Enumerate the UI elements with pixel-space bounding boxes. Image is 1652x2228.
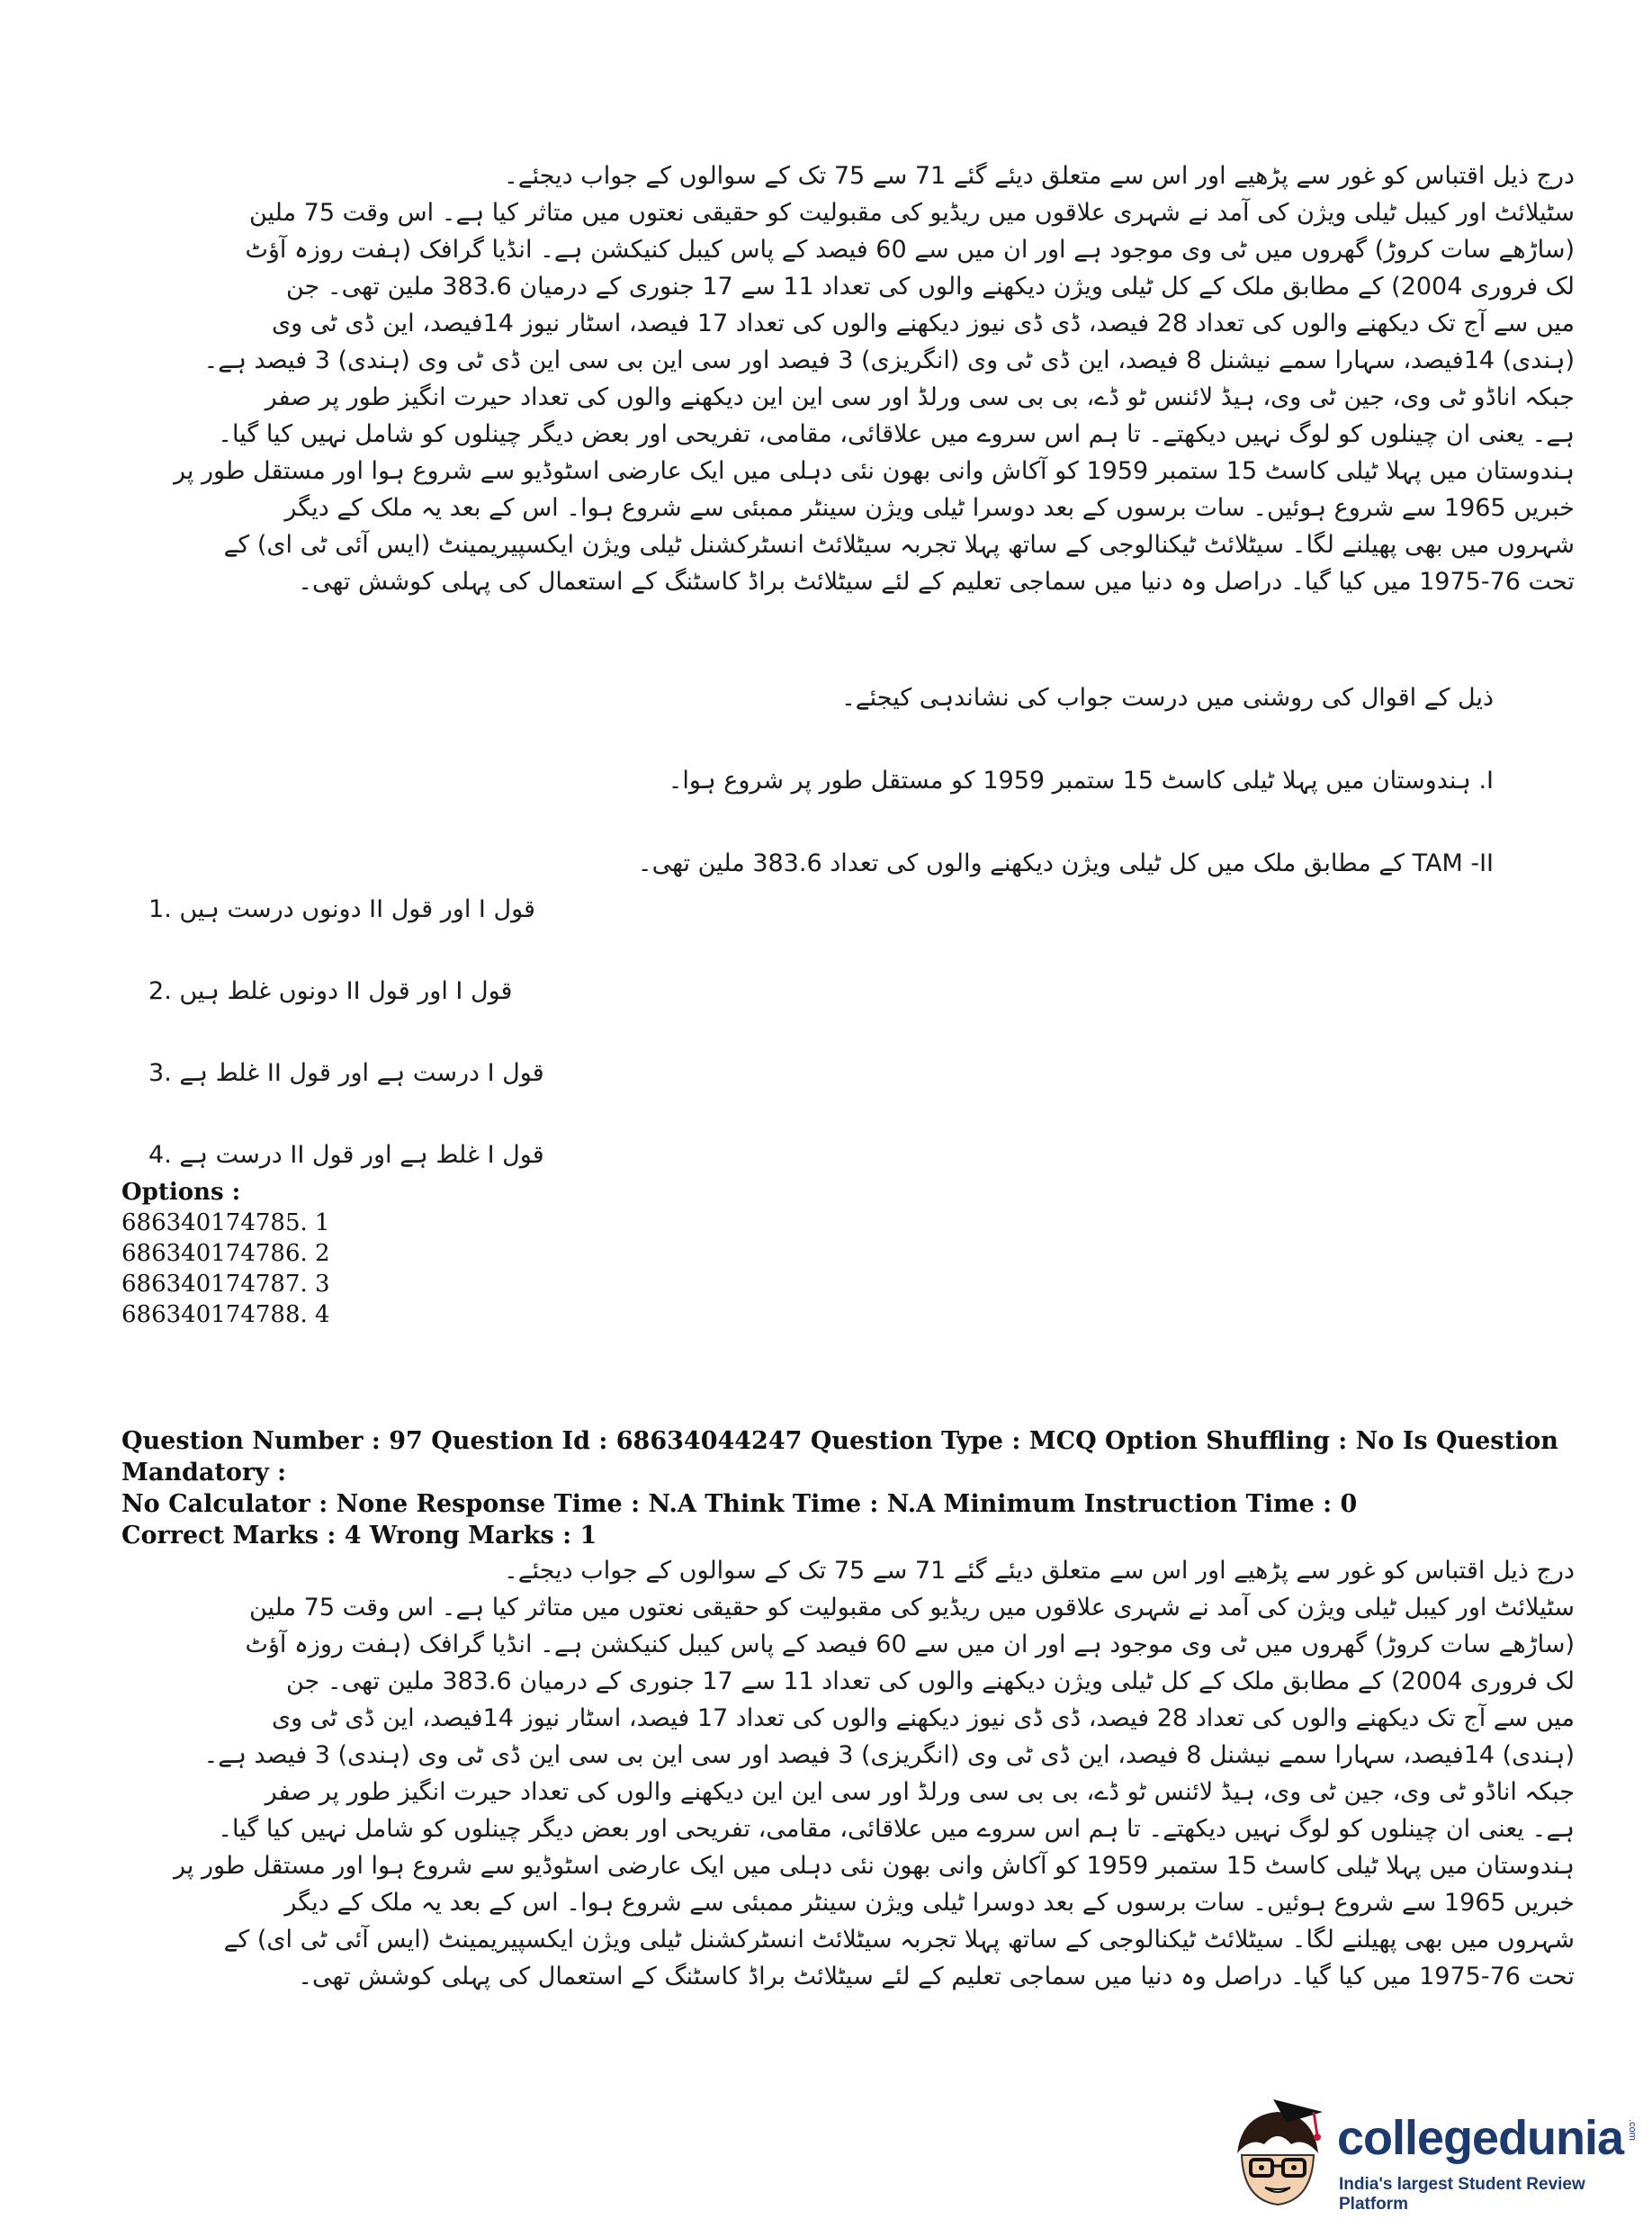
- option-id: 686340174785. 1: [121, 1209, 330, 1236]
- passage-line: خبریں 1965 سے شروع ہوئیں۔ سات برسوں کے بعد دوسرا ٹیلی ویژن سینٹر ممبئی سے شروع ہوا۔ اس کے بعد یہ ملک کے دیگر: [284, 494, 1575, 522]
- mascot-icon: [1224, 2092, 1332, 2209]
- passage-line: (ساڑھے سات کروڑ) گھروں میں ٹی وی موجود ہے اور ان میں سے 60 فیصد کے پاس کیبل کنیکشن ہے۔ انڈیا گرافک (ہفت روزہ آؤٹ: [245, 1631, 1575, 1658]
- passage-line: (ہندی) 14فیصد، سہارا سمے نیشنل 8 فیصد، این ڈی ٹی وی (انگریزی) 3 فیصد اور سی این بی سی این ڈی ٹی وی (ہندی) 3 فیصد ہے۔: [203, 346, 1575, 374]
- passage-line: شہروں میں بھی پھیلنے لگا۔ سیٹلائٹ ٹیکنالوجی کے ساتھ پہلا تجربہ سیٹلائٹ انسٹرکشنل ٹیلی ویژن ایکسپیریمینٹ (ایس آئی ٹی ای) کے: [223, 1926, 1575, 1954]
- passage-line: ہندوستان میں پہلا ٹیلی کاسٹ 15 ستمبر 1959 کو آکاش وانی بھون نئی دہلی میں ایک عارضی اسٹوڈیو سے شروع ہوا اور مستقل طور پر: [173, 1852, 1575, 1880]
- passage-line: (ساڑھے سات کروڑ) گھروں میں ٹی وی موجود ہے اور ان میں سے 60 فیصد کے پاس کیبل کنیکشن ہے۔ انڈیا گرافک (ہفت روزہ آؤٹ: [245, 236, 1575, 264]
- options-heading: Options :: [121, 1179, 241, 1206]
- passage-line: لک فروری 2004) کے مطابق ملک کے کل ٹیلی ویژن دیکھنے والوں کی تعداد 11 سے 17 جنوری کے درمیان 383.6 ملین تھی۔ جن: [285, 1667, 1575, 1695]
- passage-line: تحت 76-1975 میں کیا گیا۔ دراصل وہ دنیا میں سماجی تعلیم کے لئے سیٹلائٹ براڈ کاسٹنگ کے استعمال کی پہلی کوشش تھی۔: [298, 568, 1575, 596]
- passage-line: (ہندی) 14فیصد، سہارا سمے نیشنل 8 فیصد، این ڈی ٹی وی (انگریزی) 3 فیصد اور سی این بی سی این ڈی ٹی وی (ہندی) 3 فیصد ہے۔: [203, 1741, 1575, 1769]
- passage-line: خبریں 1965 سے شروع ہوئیں۔ سات برسوں کے بعد دوسرا ٹیلی ویژن سینٹر ممبئی سے شروع ہوا۔ اس کے بعد یہ ملک کے دیگر: [284, 1889, 1575, 1917]
- question-meta-line-2: No Calculator : None Response Time : N.A Think Time : N.A Minimum Instruction Time : 0: [121, 1490, 1358, 1518]
- answer-choices: [148, 895, 652, 1223]
- choice-1: قول I اور قول II دونوں درست ہیں .1: [148, 895, 535, 923]
- passage-line: جبکہ اناڈو ٹی وی، جین ٹی وی، ہیڈ لائنس ٹو ڈے، بی بی سی ورلڈ اور سی این این دیکھنے والوں کی تعداد حیرت انگیز طور پر صفر: [265, 383, 1575, 411]
- passage-bottom: [153, 1552, 1575, 1995]
- statement-2: TAM -II کے مطابق ملک میں کل ٹیلی ویژن دیکھنے والوں کی تعداد 383.6 ملین تھی۔: [637, 849, 1494, 877]
- passage-line: میں سے آج تک دیکھنے والوں کی تعداد 28 فیصد، ڈی ڈی نیوز دیکھنے والوں کی تعداد 17 فیصد، اسٹار نیوز 14فیصد، این ڈی ٹی وی: [271, 1704, 1575, 1732]
- question-meta: [121, 1425, 1561, 1551]
- passage-line: تحت 76-1975 میں کیا گیا۔ دراصل وہ دنیا میں سماجی تعلیم کے لئے سیٹلائٹ براڈ کاسٹنگ کے استعمال کی پہلی کوشش تھی۔: [298, 1963, 1575, 1990]
- passage-line: ہے۔ یعنی ان چینلوں کو لوگ نہیں دیکھتے۔ تا ہم اس سروے میں علاقائی، مقامی، تفریحی اور بعض دیگر چینلوں کو شامل نہیں کیا گیا۔: [218, 1815, 1575, 1843]
- option-id: 686340174787. 3: [121, 1271, 330, 1298]
- passage-line: میں سے آج تک دیکھنے والوں کی تعداد 28 فیصد، ڈی ڈی نیوز دیکھنے والوں کی تعداد 17 فیصد، اسٹار نیوز 14فیصد، این ڈی ٹی وی: [271, 310, 1575, 337]
- passage-line: شہروں میں بھی پھیلنے لگا۔ سیٹلائٹ ٹیکنالوجی کے ساتھ پہلا تجربہ سیٹلائٹ انسٹرکشنل ٹیلی ویژن ایکسپیریمینٹ (ایس آئی ٹی ای) کے: [223, 531, 1575, 559]
- passage-line: سٹیلائٹ اور کیبل ٹیلی ویژن کی آمد نے شہری علاقوں میں ریڈیو کی مقبولیت کو حقیقی نعتوں میں متاثر کیا ہے۔ اس وقت 75 ملین: [248, 1594, 1575, 1622]
- instruction-heading: ذیل کے اقوال کی روشنی میں درست جواب کی نشاندہی کیجئے۔: [840, 684, 1494, 712]
- option-id: 686340174786. 2: [121, 1240, 330, 1267]
- passage-line: درج ذیل اقتباس کو غور سے پڑھیے اور اس سے متعلق دیئے گئے 71 سے 75 تک کے سوالوں کے جواب دیجئے۔: [503, 1557, 1575, 1585]
- passage-line: ہندوستان میں پہلا ٹیلی کاسٹ 15 ستمبر 1959 کو آکاش وانی بھون نئی دہلی میں ایک عارضی اسٹوڈیو سے شروع ہوا اور مستقل طور پر: [173, 457, 1575, 485]
- brand-suffix: .com: [1627, 2119, 1638, 2141]
- choice-2: قول I اور قول II دونوں غلط ہیں .2: [148, 977, 513, 1005]
- option-id: 686340174788. 4: [121, 1301, 330, 1328]
- statement-1: I. ہندوستان میں پہلا ٹیلی کاسٹ 15 ستمبر 1959 کو مستقل طور پر شروع ہوا۔: [668, 767, 1494, 795]
- passage-top: [153, 157, 1575, 600]
- options-list: [121, 1177, 330, 1330]
- marks-line: Correct Marks : 4 Wrong Marks : 1: [121, 1522, 597, 1550]
- choice-3: قول I درست ہے اور قول II غلط ہے .3: [148, 1059, 544, 1087]
- choice-4: قول I غلط ہے اور قول II درست ہے .4: [148, 1141, 544, 1169]
- passage-line: سٹیلائٹ اور کیبل ٹیلی ویژن کی آمد نے شہری علاقوں میں ریڈیو کی مقبولیت کو حقیقی نعتوں میں متاثر کیا ہے۔ اس وقت 75 ملین: [248, 199, 1575, 227]
- brand-name: collegedunia: [1337, 2111, 1624, 2165]
- passage-line: ہے۔ یعنی ان چینلوں کو لوگ نہیں دیکھتے۔ تا ہم اس سروے میں علاقائی، مقامی، تفریحی اور بعض دیگر چینلوں کو شامل نہیں کیا گیا۔: [218, 420, 1575, 448]
- question-meta-line-1: Question Number : 97 Question Id : 68634044247 Question Type : MCQ Option Shuffling : No Is Question Mandatory :: [121, 1427, 1558, 1487]
- passage-line: جبکہ اناڈو ٹی وی، جین ٹی وی، ہیڈ لائنس ٹو ڈے، بی بی سی ورلڈ اور سی این این دیکھنے والوں کی تعداد حیرت انگیز طور پر صفر: [265, 1778, 1575, 1806]
- brand-tagline: India's largest Student Review Platform: [1339, 2175, 1585, 2214]
- collegedunia-logo[interactable]: [1224, 2092, 1638, 2218]
- passage-line: درج ذیل اقتباس کو غور سے پڑھیے اور اس سے متعلق دیئے گئے 71 سے 75 تک کے سوالوں کے جواب دیجئے۔: [503, 162, 1575, 190]
- passage-line: لک فروری 2004) کے مطابق ملک کے کل ٹیلی ویژن دیکھنے والوں کی تعداد 11 سے 17 جنوری کے درمیان 383.6 ملین تھی۔ جن: [285, 273, 1575, 301]
